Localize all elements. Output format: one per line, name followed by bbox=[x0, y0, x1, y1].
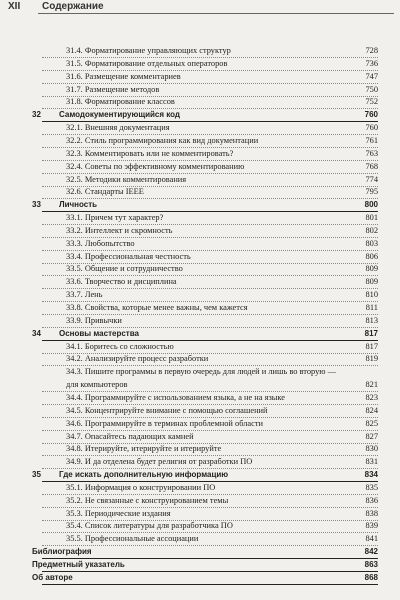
running-header bbox=[0, 0, 400, 14]
entry-page: 802 bbox=[365, 225, 378, 235]
section-row bbox=[42, 456, 378, 469]
chapter-number: 32 bbox=[32, 110, 41, 120]
entry-page: 809 bbox=[365, 264, 378, 274]
entry-page: 768 bbox=[365, 161, 378, 171]
entry-page: 728 bbox=[365, 46, 378, 55]
section-row bbox=[42, 148, 378, 161]
entry-title: 34.5. Концентрируйте внимание с помощью соглашений bbox=[66, 405, 268, 415]
entry-title: 34.7. Опасайтесь падающих камней bbox=[66, 431, 194, 441]
entry-title: Основы мастерства bbox=[59, 328, 139, 338]
page-number: XII bbox=[8, 1, 21, 12]
entry-page: 811 bbox=[365, 303, 378, 312]
entry-title: 34.8. Итерируйте, итерируйте и итерируйте bbox=[66, 444, 222, 454]
entry-page: 868 bbox=[364, 572, 378, 582]
section-row bbox=[42, 302, 378, 315]
section-row bbox=[42, 276, 378, 289]
section-row bbox=[42, 508, 378, 521]
entry-page: 752 bbox=[365, 97, 378, 107]
entry-title: 34.4. Программируйте с использованием языка, а не на языке bbox=[66, 392, 285, 402]
chapter-number: 33 bbox=[32, 200, 41, 210]
entry-page: 774 bbox=[365, 174, 378, 184]
entry-title: 31.7. Размещение методов bbox=[66, 84, 160, 94]
entry-title: Самодокументирующийся код bbox=[59, 110, 181, 120]
entry-page: 863 bbox=[364, 560, 378, 569]
section-row bbox=[42, 405, 378, 418]
entry-title: 34.3. Пишите программы в первую очередь для людей и лишь во вторую — bbox=[66, 367, 337, 377]
entry-page: 836 bbox=[365, 495, 378, 505]
entry-page: 806 bbox=[365, 251, 378, 261]
entry-title: Предметный указатель bbox=[32, 560, 125, 569]
section-row bbox=[42, 251, 378, 264]
entry-title: 33.9. Привычки bbox=[66, 315, 122, 325]
entry-title: 33.3. Любопытство bbox=[66, 238, 135, 248]
section-row bbox=[42, 533, 378, 546]
entry-page: 819 bbox=[365, 354, 378, 364]
section-row bbox=[42, 212, 378, 225]
entry-title: Библиография bbox=[32, 547, 92, 557]
section-row bbox=[42, 96, 378, 109]
entry-title: Где искать дополнительную информацию bbox=[59, 470, 229, 480]
section-row bbox=[42, 263, 378, 276]
back-matter-row bbox=[32, 546, 378, 559]
entry-page: 810 bbox=[365, 290, 378, 300]
entry-page: 736 bbox=[365, 58, 378, 68]
page-title: Содержание bbox=[42, 1, 104, 12]
entry-page: 813 bbox=[365, 315, 378, 325]
entry-page: 817 bbox=[364, 328, 378, 338]
entry-title: для компьютеров bbox=[66, 380, 128, 390]
entry-title: 34.6. Программируйте в терминах проблемной области bbox=[66, 418, 263, 428]
entry-title: 34.2. Анализируйте процесс разработки bbox=[66, 354, 209, 364]
section-row bbox=[42, 122, 378, 135]
section-row bbox=[42, 431, 378, 444]
entry-title: 33.6. Творчество и дисциплина bbox=[66, 277, 177, 287]
entry-title: 33.7. Лень bbox=[66, 290, 103, 300]
section-row bbox=[42, 161, 378, 174]
section-row bbox=[42, 520, 378, 533]
entry-page: 831 bbox=[365, 457, 378, 467]
entry-title: 31.6. Размещение комментариев bbox=[66, 71, 181, 81]
section-row bbox=[42, 392, 378, 405]
entry-page: 834 bbox=[364, 470, 378, 480]
chapter-number: 34 bbox=[32, 328, 41, 338]
entry-page: 803 bbox=[365, 238, 378, 248]
entry-page: 830 bbox=[365, 444, 378, 454]
entry-title: Об авторе bbox=[32, 572, 73, 582]
entry-title: 32.2. Стиль программирования как вид документации bbox=[66, 135, 259, 145]
entry-page: 763 bbox=[365, 148, 378, 158]
entry-title: 31.8. Форматирование классов bbox=[66, 97, 175, 107]
chapter-row bbox=[32, 109, 378, 122]
entry-title: 33.5. Общение и сотрудничество bbox=[66, 264, 183, 274]
entry-title: 35.1. Информация о конструировании ПО bbox=[66, 482, 216, 492]
entry-page: 839 bbox=[365, 521, 378, 531]
section-row bbox=[42, 186, 378, 199]
entry-page: 795 bbox=[365, 187, 378, 197]
section-row bbox=[42, 353, 378, 366]
entry-title: 35.4. Список литературы для разработчика ПО bbox=[66, 521, 233, 531]
entry-page: 835 bbox=[365, 482, 378, 492]
entry-title: 32.6. Стандарты IEEE bbox=[66, 187, 144, 197]
entry-title: 34.1. Боритесь со сложностью bbox=[66, 341, 174, 351]
section-row bbox=[42, 379, 378, 392]
entry-page: 801 bbox=[365, 213, 378, 223]
entry-title: 33.1. Причем тут характер? bbox=[66, 213, 164, 223]
section-row bbox=[42, 443, 378, 456]
entry-title: Личность bbox=[59, 200, 98, 210]
entry-title: 32.4. Советы по эффективному комментированию bbox=[66, 161, 245, 171]
entry-title: 32.5. Методики комментирования bbox=[66, 174, 187, 184]
entry-title: 34.9. И да отделена будет религия от разработки ПО bbox=[66, 457, 253, 467]
section-row bbox=[42, 58, 378, 71]
entry-title: 35.5. Профессиональные ассоциации bbox=[66, 534, 199, 544]
section-row bbox=[42, 289, 378, 302]
entry-title: 31.4. Форматирование управляющих структур bbox=[66, 46, 231, 55]
chapter-row bbox=[32, 328, 378, 341]
section-row bbox=[42, 135, 378, 148]
section-row bbox=[42, 84, 378, 97]
entry-title: 35.2. Не связанные с конструированием темы bbox=[66, 495, 229, 505]
entry-page: 824 bbox=[365, 405, 378, 415]
section-row bbox=[42, 315, 378, 328]
entry-page: 750 bbox=[365, 84, 378, 94]
entry-page: 760 bbox=[365, 123, 378, 133]
section-row bbox=[42, 174, 378, 187]
entry-title: 33.2. Интеллект и скромность bbox=[66, 225, 173, 235]
entry-title: 33.4. Профессиональная честность bbox=[66, 251, 191, 261]
section-row bbox=[42, 482, 378, 495]
chapter-row bbox=[32, 469, 378, 482]
entry-page: 821 bbox=[365, 380, 378, 390]
section-row bbox=[42, 366, 378, 378]
entry-title: 32.1. Внешняя документация bbox=[66, 123, 170, 133]
section-row bbox=[42, 45, 378, 58]
section-row bbox=[42, 418, 378, 431]
entry-page: 760 bbox=[364, 110, 378, 120]
entry-page: 827 bbox=[365, 431, 378, 441]
entry-title: 31.5. Форматирование отдельных операторов bbox=[66, 58, 228, 68]
entry-page: 841 bbox=[365, 534, 378, 544]
entry-title: 35.3. Периодические издания bbox=[66, 508, 171, 518]
section-row bbox=[42, 495, 378, 508]
section-row bbox=[42, 341, 378, 354]
chapter-row bbox=[32, 199, 378, 212]
section-row bbox=[42, 238, 378, 251]
entry-page: 747 bbox=[365, 71, 378, 81]
back-matter-row bbox=[32, 559, 378, 572]
section-row bbox=[42, 71, 378, 84]
entry-title: 32.3. Комментировать или не комментировать? bbox=[66, 148, 234, 158]
entry-page: 800 bbox=[364, 200, 378, 210]
entry-page: 838 bbox=[365, 508, 378, 518]
entry-page: 809 bbox=[365, 277, 378, 287]
header-rule bbox=[38, 13, 394, 14]
entry-page: 823 bbox=[365, 392, 378, 402]
entry-page: 761 bbox=[365, 135, 378, 145]
entry-page: 825 bbox=[365, 418, 378, 428]
entry-page: 817 bbox=[365, 341, 378, 351]
back-matter-row bbox=[32, 572, 378, 585]
chapter-number: 35 bbox=[32, 470, 41, 480]
entry-page: 842 bbox=[364, 547, 378, 557]
entry-title: 33.8. Свойства, которые менее важны, чем кажется bbox=[66, 303, 248, 312]
section-row bbox=[42, 225, 378, 238]
